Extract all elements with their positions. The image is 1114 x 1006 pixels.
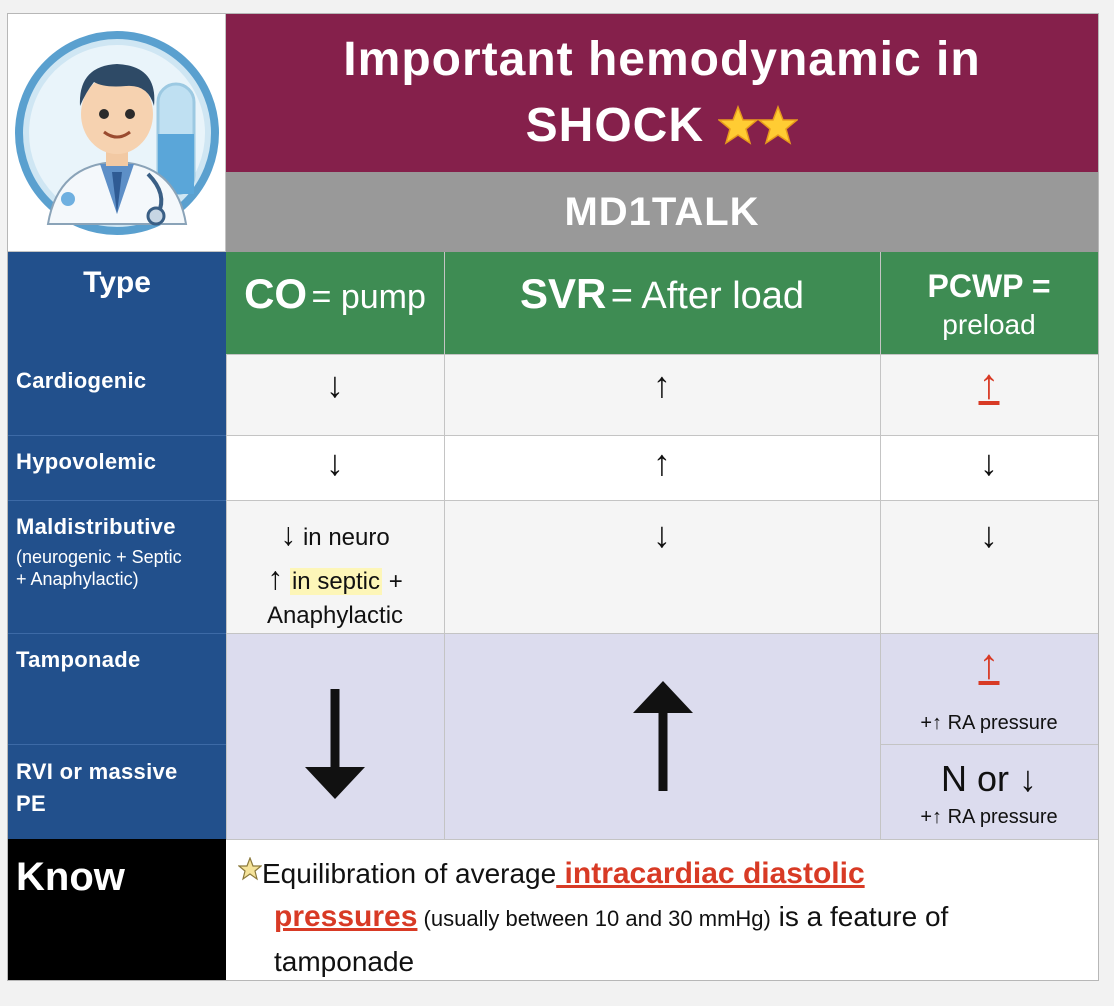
logo-cell xyxy=(8,14,226,252)
know-part-5: is a feature of xyxy=(770,901,949,932)
hypovolemic-pcwp: ↓ xyxy=(980,442,998,483)
rvi-label-line-2: PE xyxy=(16,791,46,816)
cardiogenic-svr: ↑ xyxy=(653,364,671,405)
header-svr-abbr: SVR xyxy=(519,270,607,317)
title-line-1: Important hemodynamic in xyxy=(343,33,981,86)
maldistributive-co-septic: in septic xyxy=(291,568,381,595)
hypovolemic-svr: ↑ xyxy=(653,442,671,483)
brand-banner: MD1TALK xyxy=(226,172,1098,252)
obstructive-co xyxy=(226,633,444,839)
title-banner xyxy=(226,14,1098,172)
header-type: Type xyxy=(8,252,226,354)
header-co xyxy=(226,252,444,354)
know-label: Know xyxy=(8,839,226,980)
rvi-pcwp: N or ↓ xyxy=(940,758,1037,799)
header-pcwp xyxy=(880,252,1098,354)
maldistributive-co-neuro: in neuro xyxy=(302,524,390,551)
maldistributive-subtitle-2: + Anaphylactic) xyxy=(16,569,139,589)
title-line-2 xyxy=(226,93,1098,159)
doctor-avatar-icon xyxy=(8,14,226,252)
row-label-maldistributive xyxy=(8,500,226,633)
cardiogenic-pcwp-arrow: ↑ xyxy=(978,360,1000,407)
star-icon xyxy=(718,105,758,145)
header-co-abbr: CO xyxy=(244,270,308,317)
infographic-sheet xyxy=(7,13,1099,981)
row-label-cardiogenic: Cardiogenic xyxy=(8,354,226,435)
know-part-1: Equilibration of average xyxy=(262,858,557,889)
maldistributive-co-anaphylactic: Anaphylactic xyxy=(266,602,404,629)
maldistributive-title: Maldistributive xyxy=(16,514,176,539)
row-label-rvi xyxy=(8,744,226,839)
tamponade-pcwp-arrow: ↑ xyxy=(978,640,1000,687)
tamponade-ra-note: +↑ RA pressure xyxy=(920,712,1058,734)
know-part-6: tamponade xyxy=(274,946,415,977)
cardiogenic-pcwp xyxy=(880,360,1098,408)
hypovolemic-co: ↓ xyxy=(326,442,344,483)
know-part-4: (usually between 10 and 30 mmHg) xyxy=(417,906,771,931)
header-pcwp-desc: preload xyxy=(942,309,1036,340)
header-svr xyxy=(444,252,880,354)
maldistributive-co xyxy=(226,514,444,630)
know-text xyxy=(238,852,1088,983)
header-co-desc: = pump xyxy=(311,278,426,316)
header-svr-desc: = After load xyxy=(610,275,805,317)
row-label-hypovolemic: Hypovolemic xyxy=(8,435,226,500)
title-shock: SHOCK xyxy=(525,99,704,152)
cardiogenic-co: ↓ xyxy=(326,364,344,405)
big-arrow-up-icon xyxy=(444,633,880,839)
header-pcwp-abbr: PCWP = xyxy=(927,268,1051,304)
rvi-ra-note: +↑ RA pressure xyxy=(920,806,1058,828)
maldistributive-co-arrow-up: ↑ xyxy=(267,560,284,596)
know-part-3: pressures xyxy=(274,900,418,933)
maldistributive-co-arrow-down: ↓ xyxy=(280,516,297,552)
tamponade-pcwp xyxy=(880,640,1098,688)
rvi-label-line-1: RVI or massive xyxy=(16,759,178,784)
maldistributive-svr: ↓ xyxy=(653,514,671,555)
big-arrow-down-icon xyxy=(226,633,444,839)
star-outline-icon xyxy=(238,857,262,881)
star-icon xyxy=(758,105,798,145)
maldistributive-subtitle-1: (neurogenic + Septic xyxy=(16,547,182,567)
row-label-tamponade: Tamponade xyxy=(8,633,226,744)
maldistributive-pcwp: ↓ xyxy=(980,514,998,555)
obstructive-svr xyxy=(444,633,880,839)
maldistributive-co-plus: + xyxy=(388,568,403,595)
know-part-2: intracardiac diastolic xyxy=(556,857,865,890)
